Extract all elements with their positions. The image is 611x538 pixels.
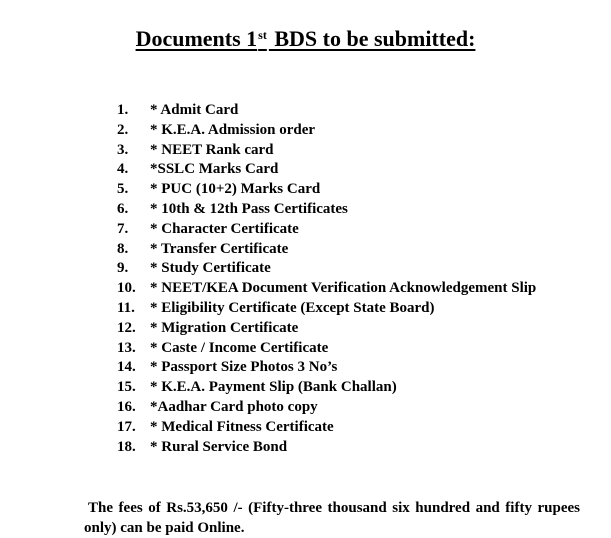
list-item-number: 9. — [117, 260, 129, 277]
list-item-text: *Aadhar Card photo copy — [150, 398, 318, 415]
list-item — [117, 160, 536, 180]
list-item-number: 16. — [117, 398, 136, 415]
list-item-number: 5. — [117, 181, 129, 198]
list-item — [117, 319, 536, 339]
list-item-number: 8. — [117, 240, 129, 257]
list-item-text: * Transfer Certificate — [150, 240, 289, 257]
title-superscript: st — [258, 28, 267, 42]
list-item — [117, 279, 536, 299]
list-item — [117, 398, 536, 418]
list-item-number: 18. — [117, 438, 136, 455]
list-item-text: * Migration Certificate — [150, 319, 299, 336]
list-item — [117, 339, 536, 359]
list-item — [117, 259, 536, 279]
list-item-number: 3. — [117, 141, 129, 158]
list-item-text: * NEET/KEA Document Verification Acknowledgement Slip — [150, 280, 537, 297]
list-item-number: 11. — [117, 299, 135, 316]
list-item-number: 2. — [117, 121, 129, 138]
list-item-text: * Admit Card — [150, 102, 239, 118]
list-item-text: * K.E.A. Payment Slip (Bank Challan) — [150, 379, 397, 396]
list-item-text: * Medical Fitness Certificate — [150, 418, 334, 435]
list-item-text: * Passport Size Photos 3 No’s — [150, 359, 338, 376]
list-item — [117, 299, 536, 319]
list-item — [117, 141, 536, 161]
list-item-text: * PUC (10+2) Marks Card — [150, 181, 321, 198]
list-item-number: 1. — [117, 102, 129, 118]
list-item — [117, 358, 536, 378]
list-item-number: 7. — [117, 220, 129, 237]
documents-list — [117, 101, 536, 457]
list-item — [117, 180, 536, 200]
list-item — [117, 220, 536, 240]
title-part2: BDS to be submitted: — [268, 26, 476, 51]
list-item — [117, 240, 536, 260]
list-item-text: * Rural Service Bond — [150, 438, 288, 455]
list-item-text: *SSLC Marks Card — [150, 161, 279, 178]
list-item — [117, 200, 536, 220]
list-item — [117, 418, 536, 438]
list-item-number: 6. — [117, 200, 129, 217]
list-item — [117, 101, 536, 121]
list-item-number: 13. — [117, 339, 136, 356]
list-item-text: * Caste / Income Certificate — [150, 339, 329, 356]
list-item-number: 17. — [117, 418, 136, 435]
list-item — [117, 121, 536, 141]
page-title — [0, 24, 611, 54]
list-item-text: * Study Certificate — [150, 260, 271, 277]
list-item — [117, 378, 536, 398]
list-item-number: 12. — [117, 319, 136, 336]
list-item-text: * K.E.A. Admission order — [150, 121, 316, 138]
list-item-text: * 10th & 12th Pass Certificates — [150, 200, 348, 217]
list-item-text: * Character Certificate — [150, 220, 299, 237]
list-item-number: 10. — [117, 280, 136, 297]
list-item-number: 14. — [117, 359, 136, 376]
list-item-text: * Eligibility Certificate (Except State Board) — [150, 299, 435, 316]
list-item — [117, 438, 536, 458]
title-part1: Documents 1 — [135, 26, 258, 51]
list-item-number: 15. — [117, 379, 136, 396]
list-item-text: * NEET Rank card — [150, 141, 274, 158]
fees-note: The fees of Rs.53,650 /- (Fifty-three thousand six hundred and fifty rupees only) can be paid Online. — [84, 500, 580, 536]
list-item-number: 4. — [117, 161, 129, 178]
